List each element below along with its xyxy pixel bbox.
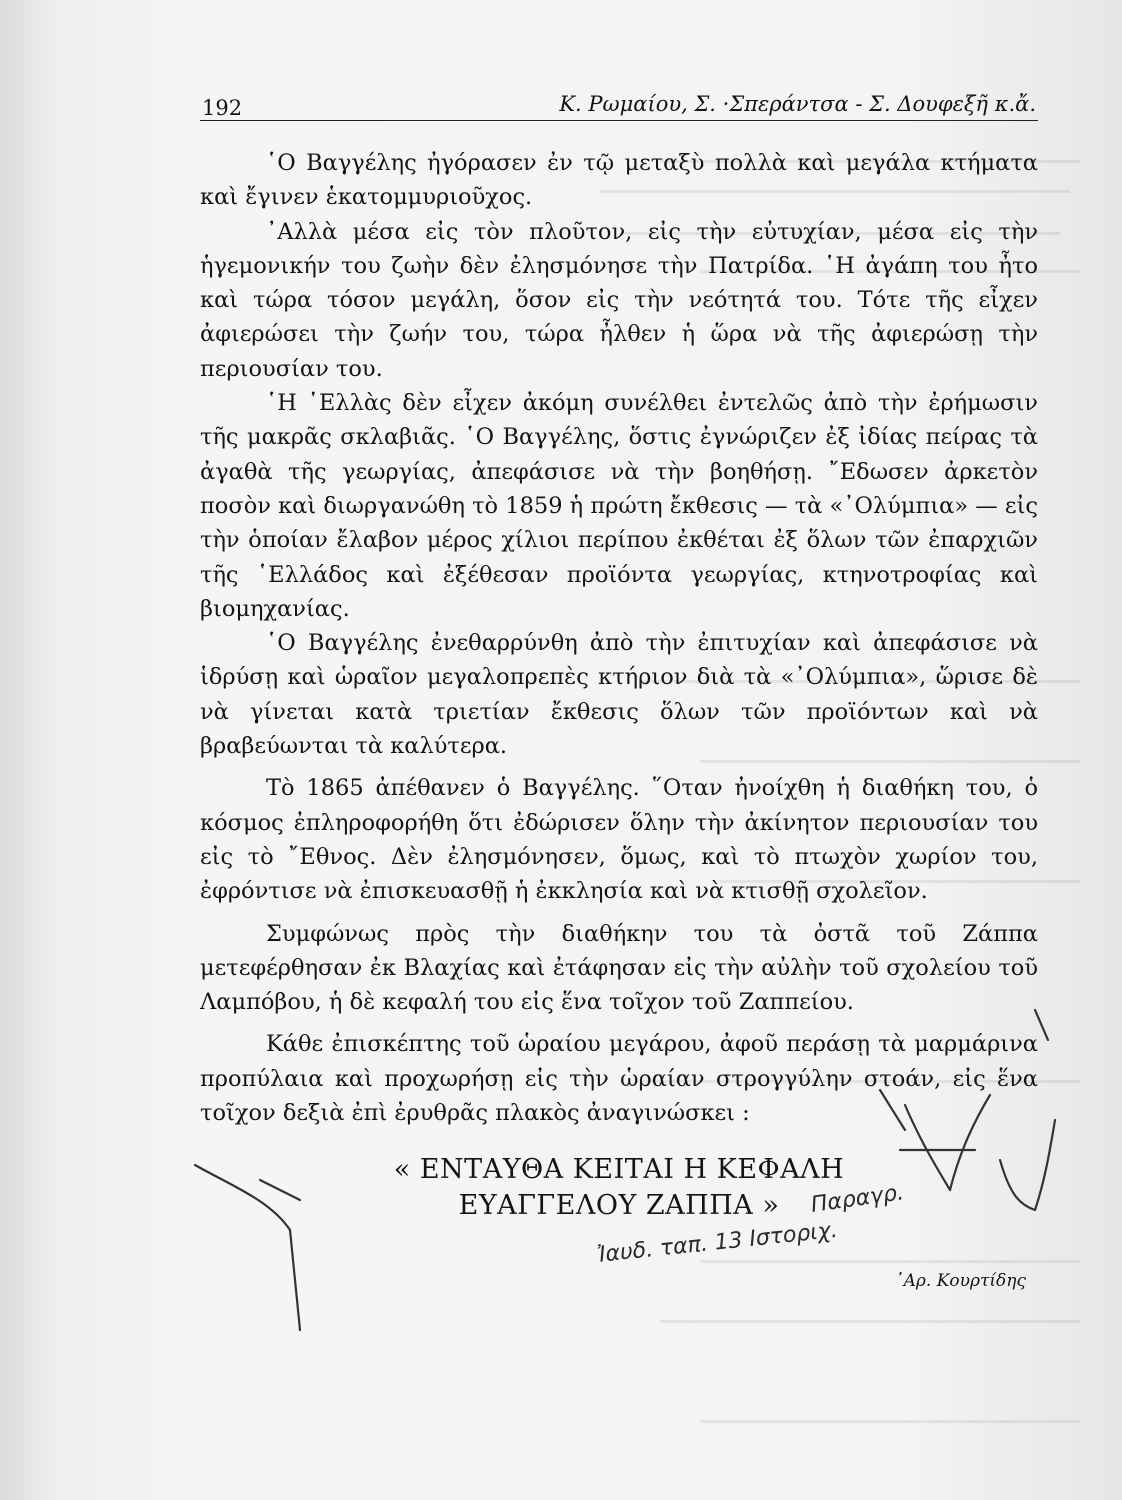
handwritten-note-1: Παραγρ. <box>809 1180 906 1218</box>
author-signature: ᾿Αρ. Κουρτίδης <box>895 1271 1026 1292</box>
paragraph-1: ῾Ο Βαγγέλης ἠγόρασεν ἐν τῷ μεταξὺ πολλὰ καὶ μεγάλα κτήματα καὶ ἔγινεν ἑκατομμυριοῦχος. <box>200 150 1038 211</box>
body-text <box>200 146 1038 1299</box>
inscription <box>200 1152 1038 1224</box>
inscription-line-2: ΕΥΑΓΓΕΛΟΥ ΖΑΠΠΑ » <box>458 1190 780 1222</box>
paragraph-5: Τὸ 1865 ἀπέθανεν ὁ Βαγγέλης. ῞Οταν ἠνοίχθη ἡ διαθήκη του, ὁ κόσμος ἐπληροφορήθη ὅτι ἐδώρισεν ὅλην τὴν ἀκίνητον περιουσίαν του εἰς τὸ ῎Εθνος. Δὲν ἐλησμόνησεν, ὅμως, καὶ τὸ πτωχὸν χωρίον του, ἐφρόντισε νὰ ἐπισκευασθῇ ἡ ἐκκλησία καὶ νὰ κτισθῇ σχολεῖον. <box>200 775 1038 905</box>
page-header <box>200 86 1038 121</box>
page-number: 192 <box>202 96 243 120</box>
paragraph-3: ῾Η ῾Ελλὰς δὲν εἶχεν ἀκόμη συνέλθει ἐντελῶς ἀπὸ τὴν ἐρήμωσιν τῆς μακρᾶς σκλαβιᾶς. ῾Ο Βαγγέλης, ὅστις ἐγνώριζεν ἐξ ἰδίας πείρας τὰ ἀγαθὰ τῆς γεωργίας, ἀπεφάσισε νὰ τὴν βοηθήσῃ. ῎Εδωσεν ἀρκετὸν ποσὸν καὶ διωργανώθη τὸ 1859 ἡ πρώτη ἔκθεσις — τὰ «᾿Ολύμπια» — εἰς τὴν ὁποίαν ἔλαβον μέρος χίλιοι περίπου ἐκθέται ἐξ ὅλων τῶν ἐπαρχιῶν τῆς ῾Ελλάδος καὶ ἐξέθεσαν προϊόντα γεωργίας, κτηνοτροφίας καὶ βιομηχανίας. <box>200 390 1038 622</box>
inscription-line-1: « ΕΝΤΑΥΘΑ ΚΕΙΤΑΙ Η ΚΕΦΑΛΗ <box>393 1154 845 1186</box>
handwritten-note-2: Ἰαυδ. ταπ. 13 Ιστοριχ. <box>596 1217 839 1268</box>
paragraph-7: Κάθε ἐπισκέπτης τοῦ ὡραίου μεγάρου, ἀφοῦ περάσῃ τὰ μαρμάρινα προπύλαια καὶ προχωρήσῃ εἰς τὴν ὡραίαν στρογγύλην στοάν, εἰς ἕνα τοῖχον δεξιὰ ἐπὶ ἐρυθρᾶς πλακὸς ἀναγινώσκει : <box>200 1031 1038 1127</box>
paragraph-6: Συμφώνως πρὸς τὴν διαθήκην του τὰ ὀστᾶ τοῦ Ζάππα μετεφέρθησαν ἐκ Βλαχίας καὶ ἐτάφησαν εἰς τὴν αὐλὴν τοῦ σχολείου τοῦ Λαμπόβου, ἡ δὲ κεφαλή του εἰς ἕνα τοῖχον τοῦ Ζαππείου. <box>200 920 1038 1016</box>
paragraph-2: ᾿Αλλὰ μέσα εἰς τὸν πλοῦτον, εἰς τὴν εὐτυχίαν, μέσα εἰς τὴν ἡγεμονικήν του ζωὴν δὲν ἐλησμόνησε τὴν Πατρίδα. ῾Η ἀγάπη του ἦτο καὶ τώρα τόσον μεγάλη, ὅσον εἰς τὴν νεότητά του. Τότε τῆς εἶχεν ἀφιερώσει τὴν ζωήν του, τώρα ἦλθεν ἡ ὥρα νὰ τῆς ἀφιερώσῃ τὴν περιουσίαν του. <box>200 218 1038 382</box>
paragraph-4: ῾Ο Βαγγέλης ἐνεθαρρύνθη ἀπὸ τὴν ἐπιτυχίαν καὶ ἀπεφάσισε νὰ ἱδρύσῃ καὶ ὡραῖον μεγαλοπρεπὲς κτήριον διὰ τὰ «᾿Ολύμπια», ὥρισε δὲ νὰ γίνεται κατὰ τριετίαν ἔκθεσις ὅλων τῶν προϊόντων καὶ νὰ βραβεύωνται τὰ καλύτερα. <box>200 630 1038 760</box>
running-head: Κ. Ρωμαίου, Σ. ·Σπεράντσα - Σ. Δουφεξῆ κ.ἄ. <box>559 92 1036 116</box>
